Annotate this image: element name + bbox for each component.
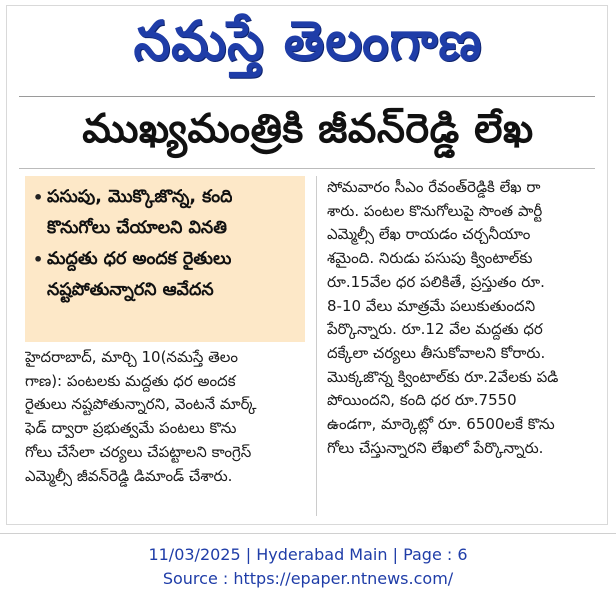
highlight-line: మద్దతు ధర అందక రైతులు (47, 249, 232, 269)
headline-text: ముఖ్యమంత్రికి జీవన్‌రెడ్డి లేఖ (82, 106, 534, 152)
body-line: శమైంది. నిరుడు పసుపు క్వింటాల్‌కు (327, 249, 533, 268)
body-line: పేర్కొన్నారు. రూ.12 వేల మద్దతు ధర (327, 320, 543, 339)
body-line: గోలు చేసేలా చర్యలు చేపట్టాలని కాంగ్రెస్ (25, 442, 252, 461)
footer-source: Source : https://epaper.ntnews.com/ (162, 569, 454, 588)
footer-edition-info: 11/03/2025 | Hyderabad Main | Page : 6 (148, 545, 468, 564)
body-line: రైతులు నష్టపోతున్నారని, వెంటనే మార్క్ (25, 395, 257, 414)
footer-divider (0, 533, 616, 534)
body-line: గాణ): పంటలకు మద్దతు ధర అందక (25, 371, 236, 390)
highlight-item (33, 182, 297, 244)
highlight-item (33, 244, 297, 306)
bullet-icon: • (33, 250, 44, 269)
body-line: ఉండగా, మార్కెట్లో రూ. 6500లకే కొను (327, 415, 555, 434)
body-line: ఫెడ్ ద్వారా ప్రభుత్వమే పంటలు కొను (25, 419, 237, 438)
highlight-box (25, 176, 305, 342)
highlight-line: పసుపు, మొక్కొజొన్న, కంది (47, 187, 233, 207)
article-body-right (327, 176, 603, 516)
highlight-line: నష్టపోతున్నారని ఆవేదన (47, 280, 214, 300)
body-line: హైదరాబాద్, మార్చి 10(నమస్తే తెలం (25, 348, 239, 366)
body-line: ఎమ్మెల్సీ జీవన్‌రెడ్డి డిమాండ్ చేశారు. (25, 466, 233, 485)
body-line: ఎమ్మెల్సీ లేఖ రాయడం చర్చనీయాం (327, 225, 531, 244)
newspaper-clipping (6, 5, 608, 525)
body-line: దక్కేలా చర్యలు తీసుకోవాలని కోరారు. (327, 343, 546, 362)
column-divider (316, 176, 317, 516)
body-line: పోయిందని, కంది ధర రూ.7550 (327, 391, 517, 410)
headline-divider (19, 168, 595, 169)
masthead (7, 6, 609, 90)
body-line: శారు. పంటల కొనుగోలుపై సొంత పార్టీ (327, 201, 543, 220)
body-line: మొక్కజొన్న క్వింటాల్‌కు రూ.2వేలకు పడి (327, 367, 559, 386)
highlight-line: కొనుగోలు చేయాలని వినతి (47, 218, 227, 238)
article-headline (7, 102, 609, 166)
masthead-divider (19, 96, 595, 97)
footer (0, 543, 616, 591)
article-body-left (25, 346, 307, 516)
body-line: రూ.15వేల ధర పలికితే, ప్రస్తుతం రూ. (327, 272, 545, 291)
body-line: సోమవారం సీఎం రేవంత్‌రెడ్డికి లేఖ రా (327, 178, 541, 196)
body-line: 8-10 వేలు మాత్రమే పలుకుతుందని (327, 296, 536, 315)
bullet-icon: • (33, 188, 44, 207)
body-line: గోలు చేస్తున్నారని లేఖలో పేర్కొన్నారు. (327, 438, 544, 457)
masthead-logo: నమస్తే తెలంగాణ (133, 9, 483, 73)
